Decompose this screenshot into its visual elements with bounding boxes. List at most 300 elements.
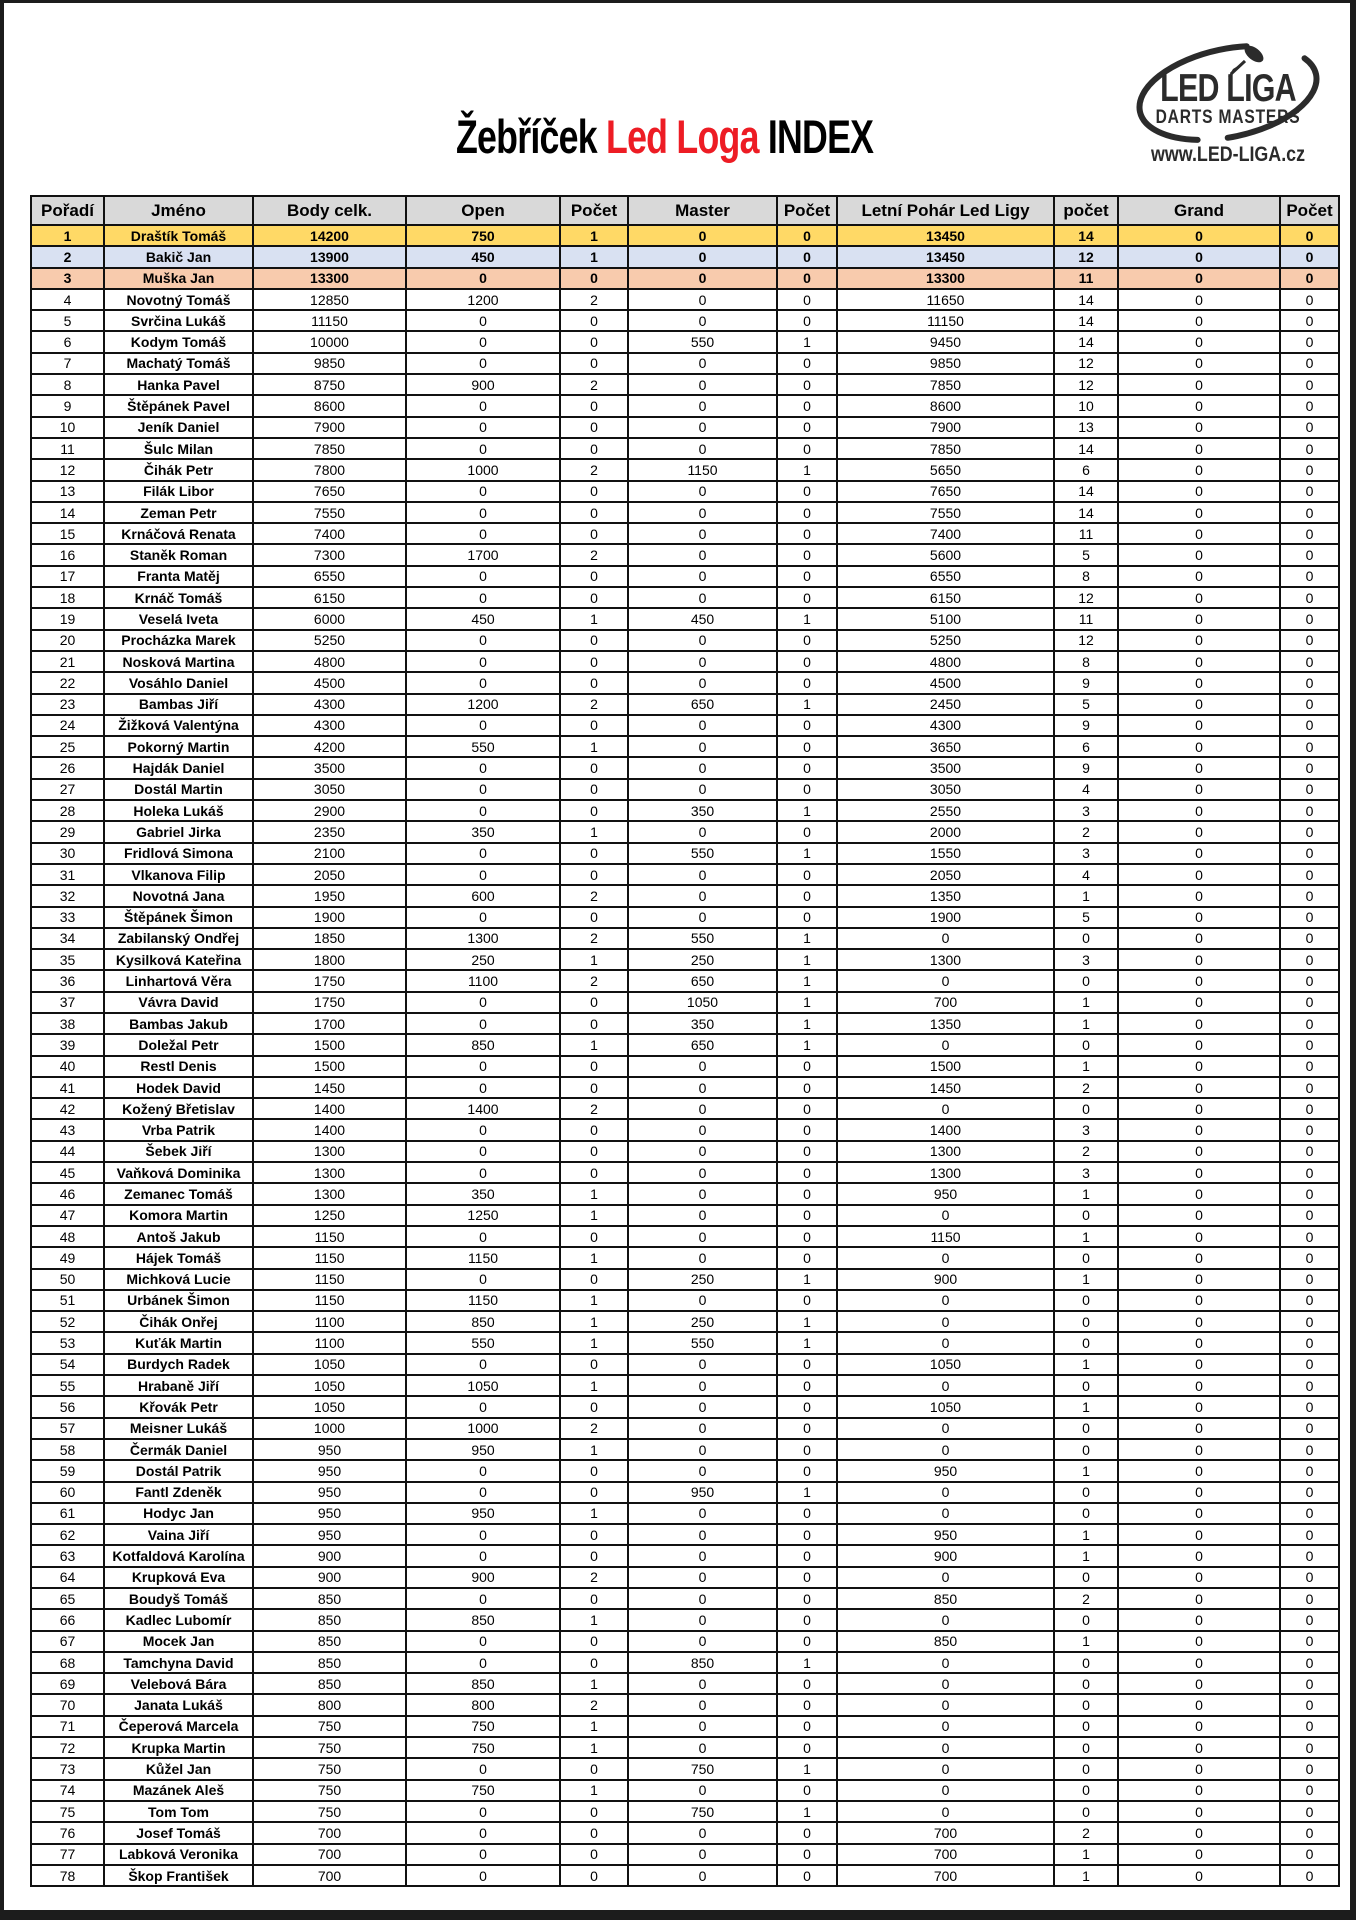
title-part-1: Žebříček bbox=[456, 110, 607, 163]
rank-cell: 51 bbox=[31, 1290, 104, 1311]
value-cell: 0 bbox=[1118, 1844, 1280, 1865]
value-cell: 0 bbox=[560, 1354, 628, 1375]
value-cell: 14 bbox=[1054, 225, 1118, 246]
value-cell: 0 bbox=[1280, 225, 1339, 246]
value-cell: 0 bbox=[1118, 864, 1280, 885]
value-cell: 0 bbox=[1280, 885, 1339, 906]
value-cell: 0 bbox=[560, 992, 628, 1013]
value-cell: 800 bbox=[406, 1694, 560, 1715]
value-cell: 0 bbox=[628, 395, 777, 416]
value-cell: 0 bbox=[560, 1396, 628, 1417]
value-cell: 0 bbox=[560, 1844, 628, 1865]
value-cell: 0 bbox=[1118, 1694, 1280, 1715]
value-cell: 0 bbox=[406, 1844, 560, 1865]
value-cell: 13900 bbox=[253, 246, 406, 267]
name-cell: Gabriel Jirka bbox=[104, 821, 253, 842]
value-cell: 1000 bbox=[406, 1418, 560, 1439]
value-cell: 0 bbox=[560, 268, 628, 289]
value-cell: 9 bbox=[1054, 715, 1118, 736]
value-cell: 5250 bbox=[837, 630, 1054, 651]
value-cell: 0 bbox=[837, 1247, 1054, 1268]
table-row bbox=[31, 1375, 1339, 1396]
value-cell: 0 bbox=[1280, 1460, 1339, 1481]
rank-cell: 69 bbox=[31, 1673, 104, 1694]
table-row bbox=[31, 1439, 1339, 1460]
value-cell: 650 bbox=[628, 694, 777, 715]
value-cell: 0 bbox=[837, 1737, 1054, 1758]
value-cell: 0 bbox=[1280, 417, 1339, 438]
value-cell: 13300 bbox=[837, 268, 1054, 289]
value-cell: 0 bbox=[1054, 1652, 1118, 1673]
value-cell: 0 bbox=[1118, 523, 1280, 544]
rank-cell: 36 bbox=[31, 970, 104, 991]
value-cell: 0 bbox=[628, 587, 777, 608]
value-cell: 0 bbox=[628, 438, 777, 459]
value-cell: 0 bbox=[1280, 821, 1339, 842]
value-cell: 0 bbox=[1118, 1780, 1280, 1801]
value-cell: 1 bbox=[777, 1034, 837, 1055]
value-cell: 7550 bbox=[253, 502, 406, 523]
name-cell: Vlkanova Filip bbox=[104, 864, 253, 885]
name-cell: Čeperová Marcela bbox=[104, 1716, 253, 1737]
rank-cell: 35 bbox=[31, 949, 104, 970]
value-cell: 0 bbox=[406, 1226, 560, 1247]
rank-cell: 72 bbox=[31, 1737, 104, 1758]
value-cell: 0 bbox=[560, 1545, 628, 1566]
value-cell: 550 bbox=[406, 1332, 560, 1353]
name-cell: Dostál Martin bbox=[104, 779, 253, 800]
value-cell: 0 bbox=[406, 1652, 560, 1673]
value-cell: 2 bbox=[560, 928, 628, 949]
table-row bbox=[31, 1290, 1339, 1311]
value-cell: 0 bbox=[406, 1758, 560, 1779]
value-cell: 0 bbox=[628, 864, 777, 885]
value-cell: 0 bbox=[1280, 289, 1339, 310]
value-cell: 0 bbox=[628, 1567, 777, 1588]
value-cell: 0 bbox=[1118, 1737, 1280, 1758]
value-cell: 0 bbox=[1280, 1567, 1339, 1588]
value-cell: 1400 bbox=[253, 1098, 406, 1119]
value-cell: 0 bbox=[1280, 1865, 1339, 1886]
value-cell: 0 bbox=[1280, 1332, 1339, 1353]
value-cell: 0 bbox=[1280, 1758, 1339, 1779]
rank-cell: 13 bbox=[31, 481, 104, 502]
value-cell: 0 bbox=[1054, 1418, 1118, 1439]
rank-cell: 7 bbox=[31, 353, 104, 374]
value-cell: 0 bbox=[1280, 1119, 1339, 1140]
value-cell: 0 bbox=[406, 1460, 560, 1481]
value-cell: 9850 bbox=[837, 353, 1054, 374]
value-cell: 14 bbox=[1054, 481, 1118, 502]
value-cell: 0 bbox=[777, 1460, 837, 1481]
value-cell: 0 bbox=[1118, 1141, 1280, 1162]
value-cell: 0 bbox=[628, 651, 777, 672]
value-cell: 0 bbox=[837, 1311, 1054, 1332]
value-cell: 10 bbox=[1054, 395, 1118, 416]
value-cell: 0 bbox=[1280, 438, 1339, 459]
value-cell: 0 bbox=[1118, 1205, 1280, 1226]
value-cell: 0 bbox=[628, 1524, 777, 1545]
logo-text-led-liga: LED LIGA bbox=[1160, 67, 1296, 110]
value-cell: 0 bbox=[1054, 970, 1118, 991]
value-cell: 0 bbox=[1118, 1034, 1280, 1055]
value-cell: 0 bbox=[406, 715, 560, 736]
name-cell: Štěpánek Šimon bbox=[104, 907, 253, 928]
value-cell: 0 bbox=[1118, 1077, 1280, 1098]
value-cell: 900 bbox=[253, 1567, 406, 1588]
value-cell: 0 bbox=[1280, 246, 1339, 267]
value-cell: 1 bbox=[560, 1737, 628, 1758]
table-row bbox=[31, 1354, 1339, 1375]
value-cell: 0 bbox=[628, 1844, 777, 1865]
value-cell: 0 bbox=[1280, 992, 1339, 1013]
name-cell: Zemanec Tomáš bbox=[104, 1183, 253, 1204]
value-cell: 0 bbox=[628, 1162, 777, 1183]
value-cell: 1 bbox=[1054, 1183, 1118, 1204]
value-cell: 14 bbox=[1054, 502, 1118, 523]
value-cell: 0 bbox=[1280, 736, 1339, 757]
value-cell: 6150 bbox=[253, 587, 406, 608]
value-cell: 1 bbox=[777, 1801, 837, 1822]
value-cell: 950 bbox=[406, 1503, 560, 1524]
value-cell: 0 bbox=[1118, 1332, 1280, 1353]
rank-cell: 47 bbox=[31, 1205, 104, 1226]
value-cell: 1 bbox=[777, 694, 837, 715]
value-cell: 1150 bbox=[253, 1269, 406, 1290]
value-cell: 1150 bbox=[406, 1247, 560, 1268]
value-cell: 1 bbox=[777, 331, 837, 352]
value-cell: 0 bbox=[628, 1205, 777, 1226]
value-cell: 1150 bbox=[253, 1226, 406, 1247]
name-cell: Novotný Tomáš bbox=[104, 289, 253, 310]
rank-cell: 40 bbox=[31, 1056, 104, 1077]
value-cell: 650 bbox=[628, 1034, 777, 1055]
value-cell: 0 bbox=[1280, 481, 1339, 502]
value-cell: 6 bbox=[1054, 459, 1118, 480]
table-row bbox=[31, 1418, 1339, 1439]
value-cell: 0 bbox=[1280, 1141, 1339, 1162]
value-cell: 900 bbox=[406, 374, 560, 395]
value-cell: 0 bbox=[1118, 225, 1280, 246]
value-cell: 4300 bbox=[253, 715, 406, 736]
value-cell: 0 bbox=[1280, 353, 1339, 374]
value-cell: 900 bbox=[406, 1567, 560, 1588]
table-row bbox=[31, 672, 1339, 693]
value-cell: 0 bbox=[777, 864, 837, 885]
value-cell: 0 bbox=[837, 1673, 1054, 1694]
value-cell: 0 bbox=[560, 1801, 628, 1822]
value-cell: 0 bbox=[628, 1503, 777, 1524]
value-cell: 0 bbox=[1118, 1226, 1280, 1247]
value-cell: 0 bbox=[1054, 1780, 1118, 1801]
value-cell: 0 bbox=[1280, 907, 1339, 928]
value-cell: 0 bbox=[1280, 1737, 1339, 1758]
table-row bbox=[31, 1311, 1339, 1332]
value-cell: 1100 bbox=[253, 1311, 406, 1332]
table-row bbox=[31, 864, 1339, 885]
name-cell: Veselá Iveta bbox=[104, 608, 253, 629]
value-cell: 0 bbox=[1280, 1098, 1339, 1119]
value-cell: 1300 bbox=[253, 1162, 406, 1183]
column-header-8: počet bbox=[1054, 196, 1118, 225]
value-cell: 8 bbox=[1054, 566, 1118, 587]
value-cell: 0 bbox=[1054, 1716, 1118, 1737]
value-cell: 0 bbox=[406, 1545, 560, 1566]
value-cell: 1 bbox=[560, 1716, 628, 1737]
name-cell: Labková Veronika bbox=[104, 1844, 253, 1865]
value-cell: 950 bbox=[406, 1439, 560, 1460]
value-cell: 0 bbox=[1280, 800, 1339, 821]
value-cell: 5650 bbox=[837, 459, 1054, 480]
value-cell: 0 bbox=[628, 715, 777, 736]
rank-cell: 55 bbox=[31, 1375, 104, 1396]
column-header-0: Pořadí bbox=[31, 196, 104, 225]
table-row bbox=[31, 885, 1339, 906]
table-row bbox=[31, 694, 1339, 715]
value-cell: 0 bbox=[560, 310, 628, 331]
value-cell: 0 bbox=[1118, 736, 1280, 757]
value-cell: 14 bbox=[1054, 331, 1118, 352]
value-cell: 0 bbox=[1280, 757, 1339, 778]
value-cell: 0 bbox=[1118, 928, 1280, 949]
value-cell: 0 bbox=[1118, 544, 1280, 565]
table-row bbox=[31, 587, 1339, 608]
table-row bbox=[31, 1247, 1339, 1268]
value-cell: 0 bbox=[406, 566, 560, 587]
value-cell: 0 bbox=[1118, 949, 1280, 970]
value-cell: 350 bbox=[628, 800, 777, 821]
value-cell: 5100 bbox=[837, 608, 1054, 629]
value-cell: 0 bbox=[406, 757, 560, 778]
value-cell: 900 bbox=[837, 1545, 1054, 1566]
value-cell: 0 bbox=[837, 1503, 1054, 1524]
value-cell: 0 bbox=[628, 1141, 777, 1162]
value-cell: 4800 bbox=[253, 651, 406, 672]
value-cell: 0 bbox=[1280, 843, 1339, 864]
value-cell: 450 bbox=[406, 246, 560, 267]
name-cell: Kodym Tomáš bbox=[104, 331, 253, 352]
column-header-2: Body celk. bbox=[253, 196, 406, 225]
table-row bbox=[31, 1737, 1339, 1758]
value-cell: 0 bbox=[1280, 1482, 1339, 1503]
rank-cell: 22 bbox=[31, 672, 104, 693]
rank-cell: 14 bbox=[31, 502, 104, 523]
value-cell: 0 bbox=[1280, 1034, 1339, 1055]
value-cell: 0 bbox=[1118, 1801, 1280, 1822]
rank-cell: 62 bbox=[31, 1524, 104, 1545]
table-body bbox=[31, 225, 1339, 1886]
value-cell: 1150 bbox=[837, 1226, 1054, 1247]
value-cell: 0 bbox=[406, 310, 560, 331]
value-cell: 1750 bbox=[253, 992, 406, 1013]
value-cell: 0 bbox=[1280, 310, 1339, 331]
value-cell: 0 bbox=[560, 1758, 628, 1779]
value-cell: 0 bbox=[1118, 1567, 1280, 1588]
name-cell: Vosáhlo Daniel bbox=[104, 672, 253, 693]
value-cell: 0 bbox=[1118, 1822, 1280, 1843]
value-cell: 7400 bbox=[253, 523, 406, 544]
value-cell: 0 bbox=[777, 1056, 837, 1077]
value-cell: 1 bbox=[1054, 1844, 1118, 1865]
name-cell: Zeman Petr bbox=[104, 502, 253, 523]
value-cell: 850 bbox=[253, 1631, 406, 1652]
name-cell: Čihák Petr bbox=[104, 459, 253, 480]
name-cell: Vaina Jiří bbox=[104, 1524, 253, 1545]
value-cell: 0 bbox=[777, 566, 837, 587]
rank-cell: 77 bbox=[31, 1844, 104, 1865]
name-cell: Čermák Daniel bbox=[104, 1439, 253, 1460]
value-cell: 0 bbox=[1280, 715, 1339, 736]
rank-cell: 37 bbox=[31, 992, 104, 1013]
rank-cell: 66 bbox=[31, 1609, 104, 1630]
value-cell: 0 bbox=[406, 651, 560, 672]
table-row bbox=[31, 310, 1339, 331]
name-cell: Janata Lukáš bbox=[104, 1694, 253, 1715]
value-cell: 0 bbox=[628, 268, 777, 289]
value-cell: 5600 bbox=[837, 544, 1054, 565]
value-cell: 0 bbox=[406, 481, 560, 502]
value-cell: 0 bbox=[406, 523, 560, 544]
value-cell: 0 bbox=[837, 1716, 1054, 1737]
table-row bbox=[31, 1056, 1339, 1077]
value-cell: 700 bbox=[837, 992, 1054, 1013]
value-cell: 1 bbox=[560, 225, 628, 246]
name-cell: Hodyc Jan bbox=[104, 1503, 253, 1524]
value-cell: 0 bbox=[628, 1439, 777, 1460]
value-cell: 1 bbox=[1054, 1524, 1118, 1545]
rank-cell: 75 bbox=[31, 1801, 104, 1822]
value-cell: 0 bbox=[628, 1056, 777, 1077]
rank-cell: 53 bbox=[31, 1332, 104, 1353]
value-cell: 850 bbox=[837, 1631, 1054, 1652]
rank-cell: 60 bbox=[31, 1482, 104, 1503]
value-cell: 0 bbox=[560, 1141, 628, 1162]
value-cell: 1400 bbox=[253, 1119, 406, 1140]
value-cell: 1100 bbox=[406, 970, 560, 991]
value-cell: 0 bbox=[406, 1482, 560, 1503]
table-row bbox=[31, 630, 1339, 651]
value-cell: 0 bbox=[628, 779, 777, 800]
value-cell: 1 bbox=[777, 992, 837, 1013]
value-cell: 0 bbox=[1280, 1631, 1339, 1652]
value-cell: 0 bbox=[777, 523, 837, 544]
value-cell: 2 bbox=[560, 885, 628, 906]
value-cell: 0 bbox=[628, 1460, 777, 1481]
table-row bbox=[31, 821, 1339, 842]
name-cell: Krnáč Tomáš bbox=[104, 587, 253, 608]
value-cell: 9 bbox=[1054, 672, 1118, 693]
value-cell: 0 bbox=[777, 1865, 837, 1886]
value-cell: 1 bbox=[560, 821, 628, 842]
table-row bbox=[31, 331, 1339, 352]
name-cell: Procházka Marek bbox=[104, 630, 253, 651]
value-cell: 1 bbox=[777, 1332, 837, 1353]
value-cell: 0 bbox=[406, 1141, 560, 1162]
table-row bbox=[31, 438, 1339, 459]
name-cell: Žižková Valentýna bbox=[104, 715, 253, 736]
page-title bbox=[456, 110, 874, 163]
value-cell: 0 bbox=[777, 715, 837, 736]
name-cell: Filák Libor bbox=[104, 481, 253, 502]
value-cell: 3050 bbox=[837, 779, 1054, 800]
value-cell: 0 bbox=[560, 715, 628, 736]
value-cell: 0 bbox=[1118, 970, 1280, 991]
rank-cell: 71 bbox=[31, 1716, 104, 1737]
value-cell: 0 bbox=[777, 310, 837, 331]
value-cell: 0 bbox=[1054, 1694, 1118, 1715]
logo-text-darts-masters: DARTS MASTERS bbox=[1155, 107, 1301, 128]
value-cell: 0 bbox=[777, 225, 837, 246]
value-cell: 0 bbox=[1280, 630, 1339, 651]
value-cell: 0 bbox=[777, 1226, 837, 1247]
value-cell: 2 bbox=[1054, 821, 1118, 842]
table-row bbox=[31, 225, 1339, 246]
name-cell: Šulc Milan bbox=[104, 438, 253, 459]
value-cell: 1300 bbox=[406, 928, 560, 949]
value-cell: 0 bbox=[560, 907, 628, 928]
value-cell: 0 bbox=[628, 246, 777, 267]
rank-cell: 64 bbox=[31, 1567, 104, 1588]
value-cell: 0 bbox=[1118, 1631, 1280, 1652]
value-cell: 0 bbox=[777, 1183, 837, 1204]
value-cell: 1 bbox=[777, 800, 837, 821]
name-cell: Burdych Radek bbox=[104, 1354, 253, 1375]
value-cell: 13300 bbox=[253, 268, 406, 289]
value-cell: 1 bbox=[1054, 1865, 1118, 1886]
value-cell: 0 bbox=[1118, 1375, 1280, 1396]
value-cell: 0 bbox=[406, 395, 560, 416]
value-cell: 850 bbox=[837, 1588, 1054, 1609]
name-cell: Urbánek Šimon bbox=[104, 1290, 253, 1311]
value-cell: 0 bbox=[560, 481, 628, 502]
name-cell: Svrčina Lukáš bbox=[104, 310, 253, 331]
value-cell: 1 bbox=[777, 843, 837, 864]
name-cell: Kuťák Martin bbox=[104, 1332, 253, 1353]
value-cell: 0 bbox=[1280, 1183, 1339, 1204]
value-cell: 1050 bbox=[253, 1354, 406, 1375]
value-cell: 0 bbox=[560, 1162, 628, 1183]
rank-cell: 31 bbox=[31, 864, 104, 885]
value-cell: 12 bbox=[1054, 587, 1118, 608]
value-cell: 0 bbox=[406, 1056, 560, 1077]
value-cell: 350 bbox=[406, 821, 560, 842]
rank-cell: 56 bbox=[31, 1396, 104, 1417]
value-cell: 0 bbox=[560, 800, 628, 821]
table-row bbox=[31, 651, 1339, 672]
value-cell: 950 bbox=[837, 1524, 1054, 1545]
value-cell: 0 bbox=[1118, 630, 1280, 651]
table-row bbox=[31, 1844, 1339, 1865]
rank-cell: 9 bbox=[31, 395, 104, 416]
value-cell: 0 bbox=[1054, 1758, 1118, 1779]
value-cell: 3050 bbox=[253, 779, 406, 800]
value-cell: 0 bbox=[406, 1822, 560, 1843]
value-cell: 0 bbox=[1118, 417, 1280, 438]
value-cell: 2 bbox=[560, 970, 628, 991]
table-row bbox=[31, 928, 1339, 949]
value-cell: 1 bbox=[560, 1205, 628, 1226]
value-cell: 12 bbox=[1054, 374, 1118, 395]
value-cell: 0 bbox=[1280, 587, 1339, 608]
rank-cell: 21 bbox=[31, 651, 104, 672]
value-cell: 750 bbox=[253, 1716, 406, 1737]
value-cell: 0 bbox=[777, 1418, 837, 1439]
table-row bbox=[31, 1034, 1339, 1055]
value-cell: 0 bbox=[777, 417, 837, 438]
value-cell: 8600 bbox=[837, 395, 1054, 416]
value-cell: 2100 bbox=[253, 843, 406, 864]
rank-cell: 46 bbox=[31, 1183, 104, 1204]
